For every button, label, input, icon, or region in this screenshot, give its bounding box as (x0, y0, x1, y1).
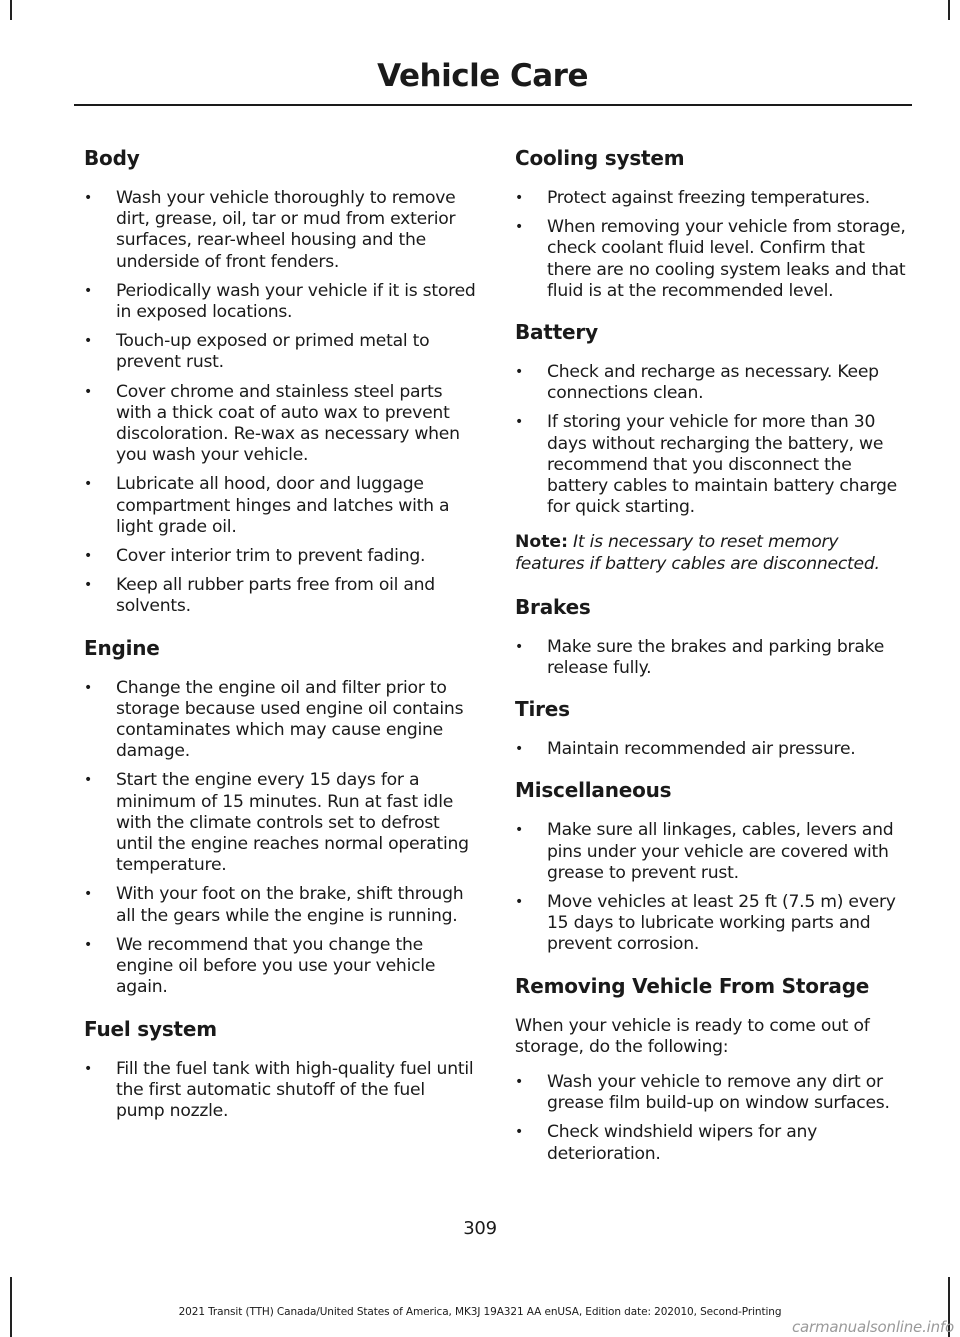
bullet-list (84, 678, 476, 999)
section-heading: Engine (84, 635, 160, 660)
bullet-list (84, 1059, 476, 1123)
left-column (84, 142, 476, 1136)
list-item (84, 281, 476, 323)
bullet-icon: • (84, 577, 93, 594)
section-cooling-system (515, 142, 908, 302)
bullet-icon: • (515, 638, 524, 655)
list-item-text: Periodically wash your vehicle if it is stored in exposed locations. (116, 280, 476, 323)
list-item (515, 362, 908, 404)
list-item (84, 575, 476, 617)
list-item (84, 474, 476, 538)
watermark: carmanualsonline.info (791, 1318, 954, 1336)
bullet-icon: • (84, 886, 93, 903)
list-item (515, 820, 908, 884)
section-intro: When your vehicle is ready to come out of storage, do the following: (515, 1015, 870, 1057)
list-item (515, 892, 908, 956)
list-item-text: Maintain recommended air pressure. (547, 739, 856, 760)
list-item-text: Make sure the brakes and parking brake release fully. (547, 636, 885, 679)
bullet-list (515, 637, 908, 679)
section-heading: Tires (515, 697, 570, 722)
list-item-text: Wash your vehicle to remove any dirt or grease film build-up on window surfaces. (547, 1072, 890, 1114)
section-heading: Body (84, 146, 140, 170)
bullet-icon: • (515, 414, 524, 431)
list-item (515, 1072, 908, 1114)
list-item-text: Make sure all linkages, cables, levers and pins under your vehicle are covered with grease to prevent rust. (547, 820, 894, 883)
bullet-list (515, 820, 908, 955)
crop-mark-top-left (10, 0, 12, 20)
bullet-icon: • (84, 772, 93, 789)
list-item-text: Lubricate all hood, door and luggage compartment hinges and latches with a light grade oil. (116, 474, 450, 537)
bullet-icon: • (515, 364, 524, 381)
bullet-list (515, 188, 908, 302)
list-item-text: When removing your vehicle from storage, check coolant fluid level. Confirm that there are no cooling system leaks and that fluid is at the recommended level. (547, 217, 906, 301)
list-item-text: Cover interior trim to prevent fading. (116, 546, 426, 567)
page-title: Vehicle Care (377, 58, 588, 94)
list-item (84, 1059, 476, 1123)
list-item-text: If storing your vehicle for more than 30 days without recharging the battery, we recommend that you disconnect the battery cables to maintain battery charge for quick starting. (547, 412, 897, 518)
list-item-text: Wash your vehicle thoroughly to remove dirt, grease, oil, tar or mud from exterior surfaces, rear-wheel housing and the underside of front fenders. (116, 188, 456, 272)
note-text: It is necessary to reset memory features if battery cables are disconnected. (515, 532, 880, 574)
list-item (515, 188, 908, 209)
list-item (515, 217, 908, 302)
list-item-text: With your foot on the brake, shift through all the gears while the engine is running. (116, 884, 464, 926)
section-heading: Brakes (515, 594, 591, 619)
list-item (515, 637, 908, 679)
crop-mark-top-right (948, 0, 950, 20)
bullet-icon: • (84, 476, 93, 493)
section-tires (515, 693, 908, 760)
list-item-text: Cover chrome and stainless steel parts with a thick coat of auto wax to prevent discoloration. Re-wax as necessary when you wash your vehicle. (116, 381, 460, 466)
footer-edition-info: 2021 Transit (TTH) Canada/United States of America, MK3J 19A321 AA enUSA, Edition date: 202010, Second-Printing (178, 1306, 782, 1318)
list-item-text: Protect against freezing temperatures. (547, 188, 870, 208)
list-item-text: Check and recharge as necessary. Keep connections clean. (547, 362, 879, 404)
list-item-text: Check windshield wipers for any deterioration. (547, 1122, 818, 1164)
right-column (515, 142, 908, 1179)
list-item-text: We recommend that you change the engine oil before you use your vehicle again. (116, 934, 436, 998)
bullet-icon: • (84, 333, 93, 350)
bullet-icon: • (515, 1124, 524, 1141)
list-item-text: Fill the fuel tank with high-quality fuel until the first automatic shutoff of the fuel pump nozzle. (116, 1058, 474, 1121)
bullet-icon: • (84, 679, 93, 696)
bullet-icon: • (515, 219, 524, 236)
list-item (84, 331, 476, 373)
page-number: 309 (463, 1218, 497, 1239)
list-item (515, 739, 908, 760)
bullet-icon: • (515, 190, 524, 206)
battery-note (515, 532, 908, 574)
list-item (84, 884, 476, 926)
bullet-icon: • (515, 894, 524, 911)
bullet-icon: • (84, 383, 93, 400)
section-brakes (515, 591, 908, 679)
section-heading: Battery (515, 320, 598, 345)
list-item (84, 770, 476, 876)
section-heading: Fuel system (84, 1016, 217, 1041)
section-heading: Miscellaneous (515, 778, 672, 803)
bullet-icon: • (84, 190, 93, 206)
bullet-icon: • (84, 936, 93, 953)
bullet-list (515, 739, 908, 760)
list-item-text: Move vehicles at least 25 ft (7.5 m) every 15 days to lubricate working parts and prevent corrosion. (547, 892, 896, 955)
bullet-list (84, 188, 476, 618)
list-item (84, 188, 476, 273)
bullet-icon: • (515, 822, 524, 839)
bullet-icon: • (84, 1060, 93, 1077)
bullet-list (515, 362, 908, 518)
section-heading: Removing Vehicle From Storage (515, 973, 870, 998)
section-engine (84, 632, 476, 999)
section-battery (515, 316, 908, 575)
section-body (84, 142, 476, 618)
list-item (84, 546, 476, 567)
list-item-text: Change the engine oil and filter prior to storage because used engine oil contains contaminates which may cause engine damage. (116, 677, 464, 762)
list-item-text: Touch-up exposed or primed metal to prevent rust. (116, 331, 430, 373)
bullet-icon: • (515, 1074, 524, 1091)
list-item (84, 678, 476, 763)
bullet-icon: • (84, 282, 93, 299)
bullet-icon: • (515, 741, 524, 758)
list-item-text: Keep all rubber parts free from oil and solvents. (116, 575, 435, 617)
bullet-list (515, 1072, 908, 1165)
list-item (84, 935, 476, 999)
bullet-icon: • (84, 548, 93, 565)
list-item-text: Start the engine every 15 days for a minimum of 15 minutes. Run at fast idle with the climate controls set to defrost until the engine reaches normal operating temperature. (116, 770, 469, 876)
note-label: Note: (515, 532, 568, 553)
section-miscellaneous (515, 774, 908, 955)
header-rule (74, 104, 912, 106)
list-item (515, 1122, 908, 1164)
section-fuel-system (84, 1013, 476, 1123)
list-item (84, 382, 476, 467)
section-heading: Cooling system (515, 146, 685, 170)
list-item (515, 412, 908, 518)
section-removing-from-storage (515, 970, 908, 1165)
